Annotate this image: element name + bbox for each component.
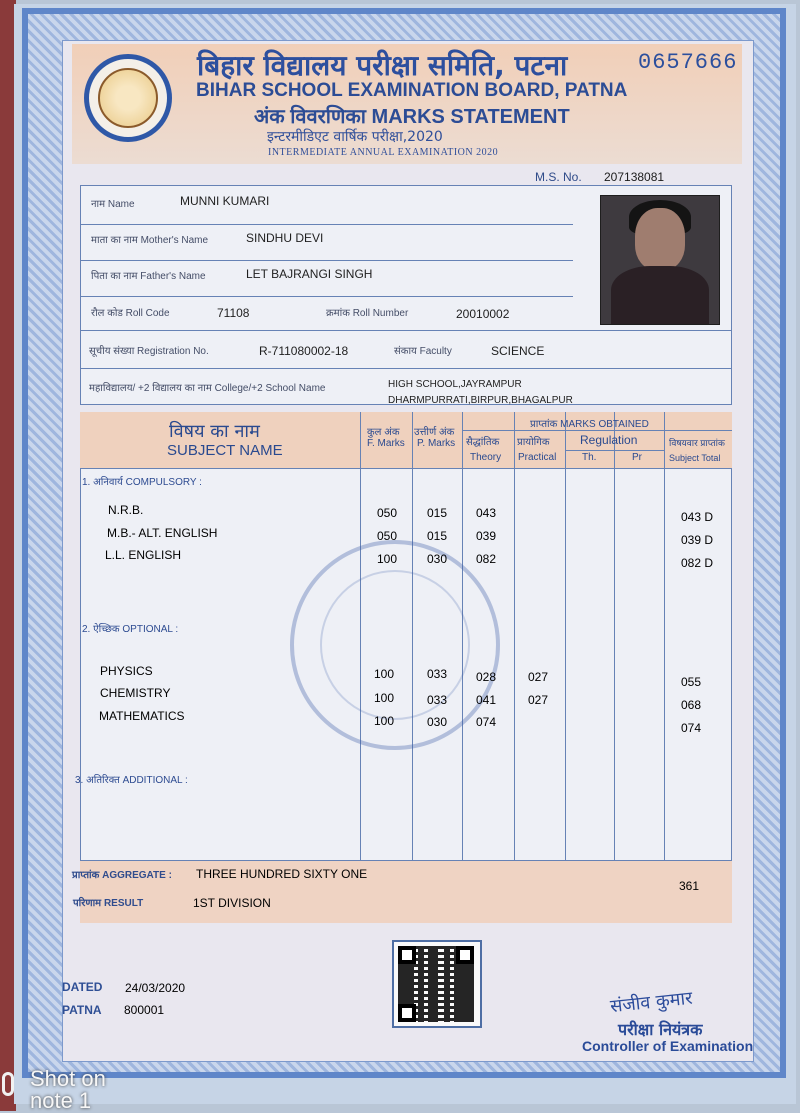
roll-code: 71108: [217, 306, 250, 320]
optional-section-label: 2. ऐच्छिक OPTIONAL :: [82, 624, 179, 635]
theory-header-hindi: सैद्धांतिक: [466, 437, 500, 448]
controller-signature: संजीव कुमार: [609, 987, 694, 1018]
regulation-theory-header: Th.: [582, 452, 597, 463]
serial-number: 0657666: [638, 50, 738, 75]
mother-name: SINDHU DEVI: [246, 231, 324, 245]
college-line-2: DHARMPURRATI,BIRPUR,BHAGALPUR: [388, 395, 573, 406]
full-marks-header: F. Marks: [367, 438, 405, 449]
pass-marks-hindi: उत्तीर्ण अंक: [414, 427, 455, 438]
additional-section-label: 3. अतिरिक्त ADDITIONAL :: [75, 775, 188, 786]
hindi-board-title: बिहार विद्यालय परीक्षा समिति, पटना: [197, 49, 568, 82]
practical-header-hindi: प्रायोगिक: [517, 437, 550, 448]
aggregate-words: THREE HUNDRED SIXTY ONE: [196, 867, 368, 881]
patna-label: PATNA: [62, 1003, 102, 1017]
subject-total-header: Subject Total: [669, 453, 721, 463]
full-marks-hindi: कुल अंक: [367, 427, 400, 438]
father-name: LET BAJRANGI SINGH: [246, 267, 373, 281]
roll-number: 20010002: [456, 307, 510, 321]
name-label: नाम Name: [91, 199, 135, 210]
faculty-value: SCIENCE: [491, 344, 545, 358]
subject-header-english: SUBJECT NAME: [167, 442, 283, 459]
board-seal: [84, 54, 172, 142]
issue-date: 24/03/2020: [125, 981, 186, 995]
registration-number: R-711080002-18: [259, 344, 349, 358]
dated-label: DATED: [62, 980, 103, 994]
controller-title-hindi: परीक्षा नियंत्रक: [618, 1020, 703, 1039]
exam-title-hindi: इन्टरमीडिएट वार्षिक परीक्षा,2020: [267, 129, 443, 145]
device-text: note 1: [30, 1088, 92, 1113]
registration-label: सूचीय संख्या Registration No.: [89, 346, 209, 357]
result-value: 1ST DIVISION: [193, 896, 271, 910]
result-label: परिणाम RESULT: [73, 898, 144, 909]
pass-marks-header: P. Marks: [417, 438, 456, 449]
aggregate-label: प्राप्तांक AGGREGATE :: [72, 870, 172, 881]
regulation-header: Regulation: [580, 433, 638, 447]
shot-on-text: Shot on: [30, 1066, 106, 1091]
father-name-label: पिता का नाम Father's Name: [91, 271, 206, 282]
roll-code-label: रौल कोड Roll Code: [91, 308, 170, 319]
watermark-seal-inner: [320, 570, 470, 720]
theory-header: Theory: [470, 452, 502, 463]
subject-header-hindi: विषय का नाम: [169, 421, 260, 442]
camera-watermark: [30, 1068, 106, 1112]
student-photo: [600, 195, 720, 325]
college-line-1: HIGH SCHOOL,JAYRAMPUR: [388, 379, 522, 390]
roll-number-label: क्रमांक Roll Number: [326, 308, 409, 319]
exam-title-english: INTERMEDIATE ANNUAL EXAMINATION 2020: [268, 147, 499, 158]
college-label: महाविद्यालय/ +2 विद्यालय का नाम College/+2 School Name: [89, 383, 326, 394]
regulation-practical-header: Pr: [632, 452, 642, 463]
student-name: MUNNI KUMARI: [180, 194, 270, 208]
seal-center-icon: [98, 68, 158, 128]
aggregate-total: 361: [679, 879, 700, 893]
controller-title: Controller of Examination: [582, 1038, 754, 1054]
english-board-title: BIHAR SCHOOL EXAMINATION BOARD, PATNA: [196, 80, 628, 101]
marks-statement-title: अंक विवरणिका MARKS STATEMENT: [254, 106, 570, 128]
compulsory-section-label: 1. अनिवार्य COMPULSORY :: [82, 477, 202, 488]
camera-icon: [2, 1072, 14, 1096]
faculty-label: संकाय Faculty: [394, 346, 452, 357]
ms-no-value: 207138081: [604, 170, 665, 184]
aggregate-band: [80, 860, 732, 923]
mother-name-label: माता का नाम Mother's Name: [91, 235, 209, 246]
ms-no-label: M.S. No.: [535, 170, 582, 184]
subject-total-hindi: विषयवार प्राप्तांक: [669, 438, 725, 448]
patna-code: 800001: [124, 1003, 165, 1017]
practical-header: Practical: [518, 452, 557, 463]
marks-obtained-header: प्राप्तांक MARKS OBTAINED: [530, 419, 649, 430]
